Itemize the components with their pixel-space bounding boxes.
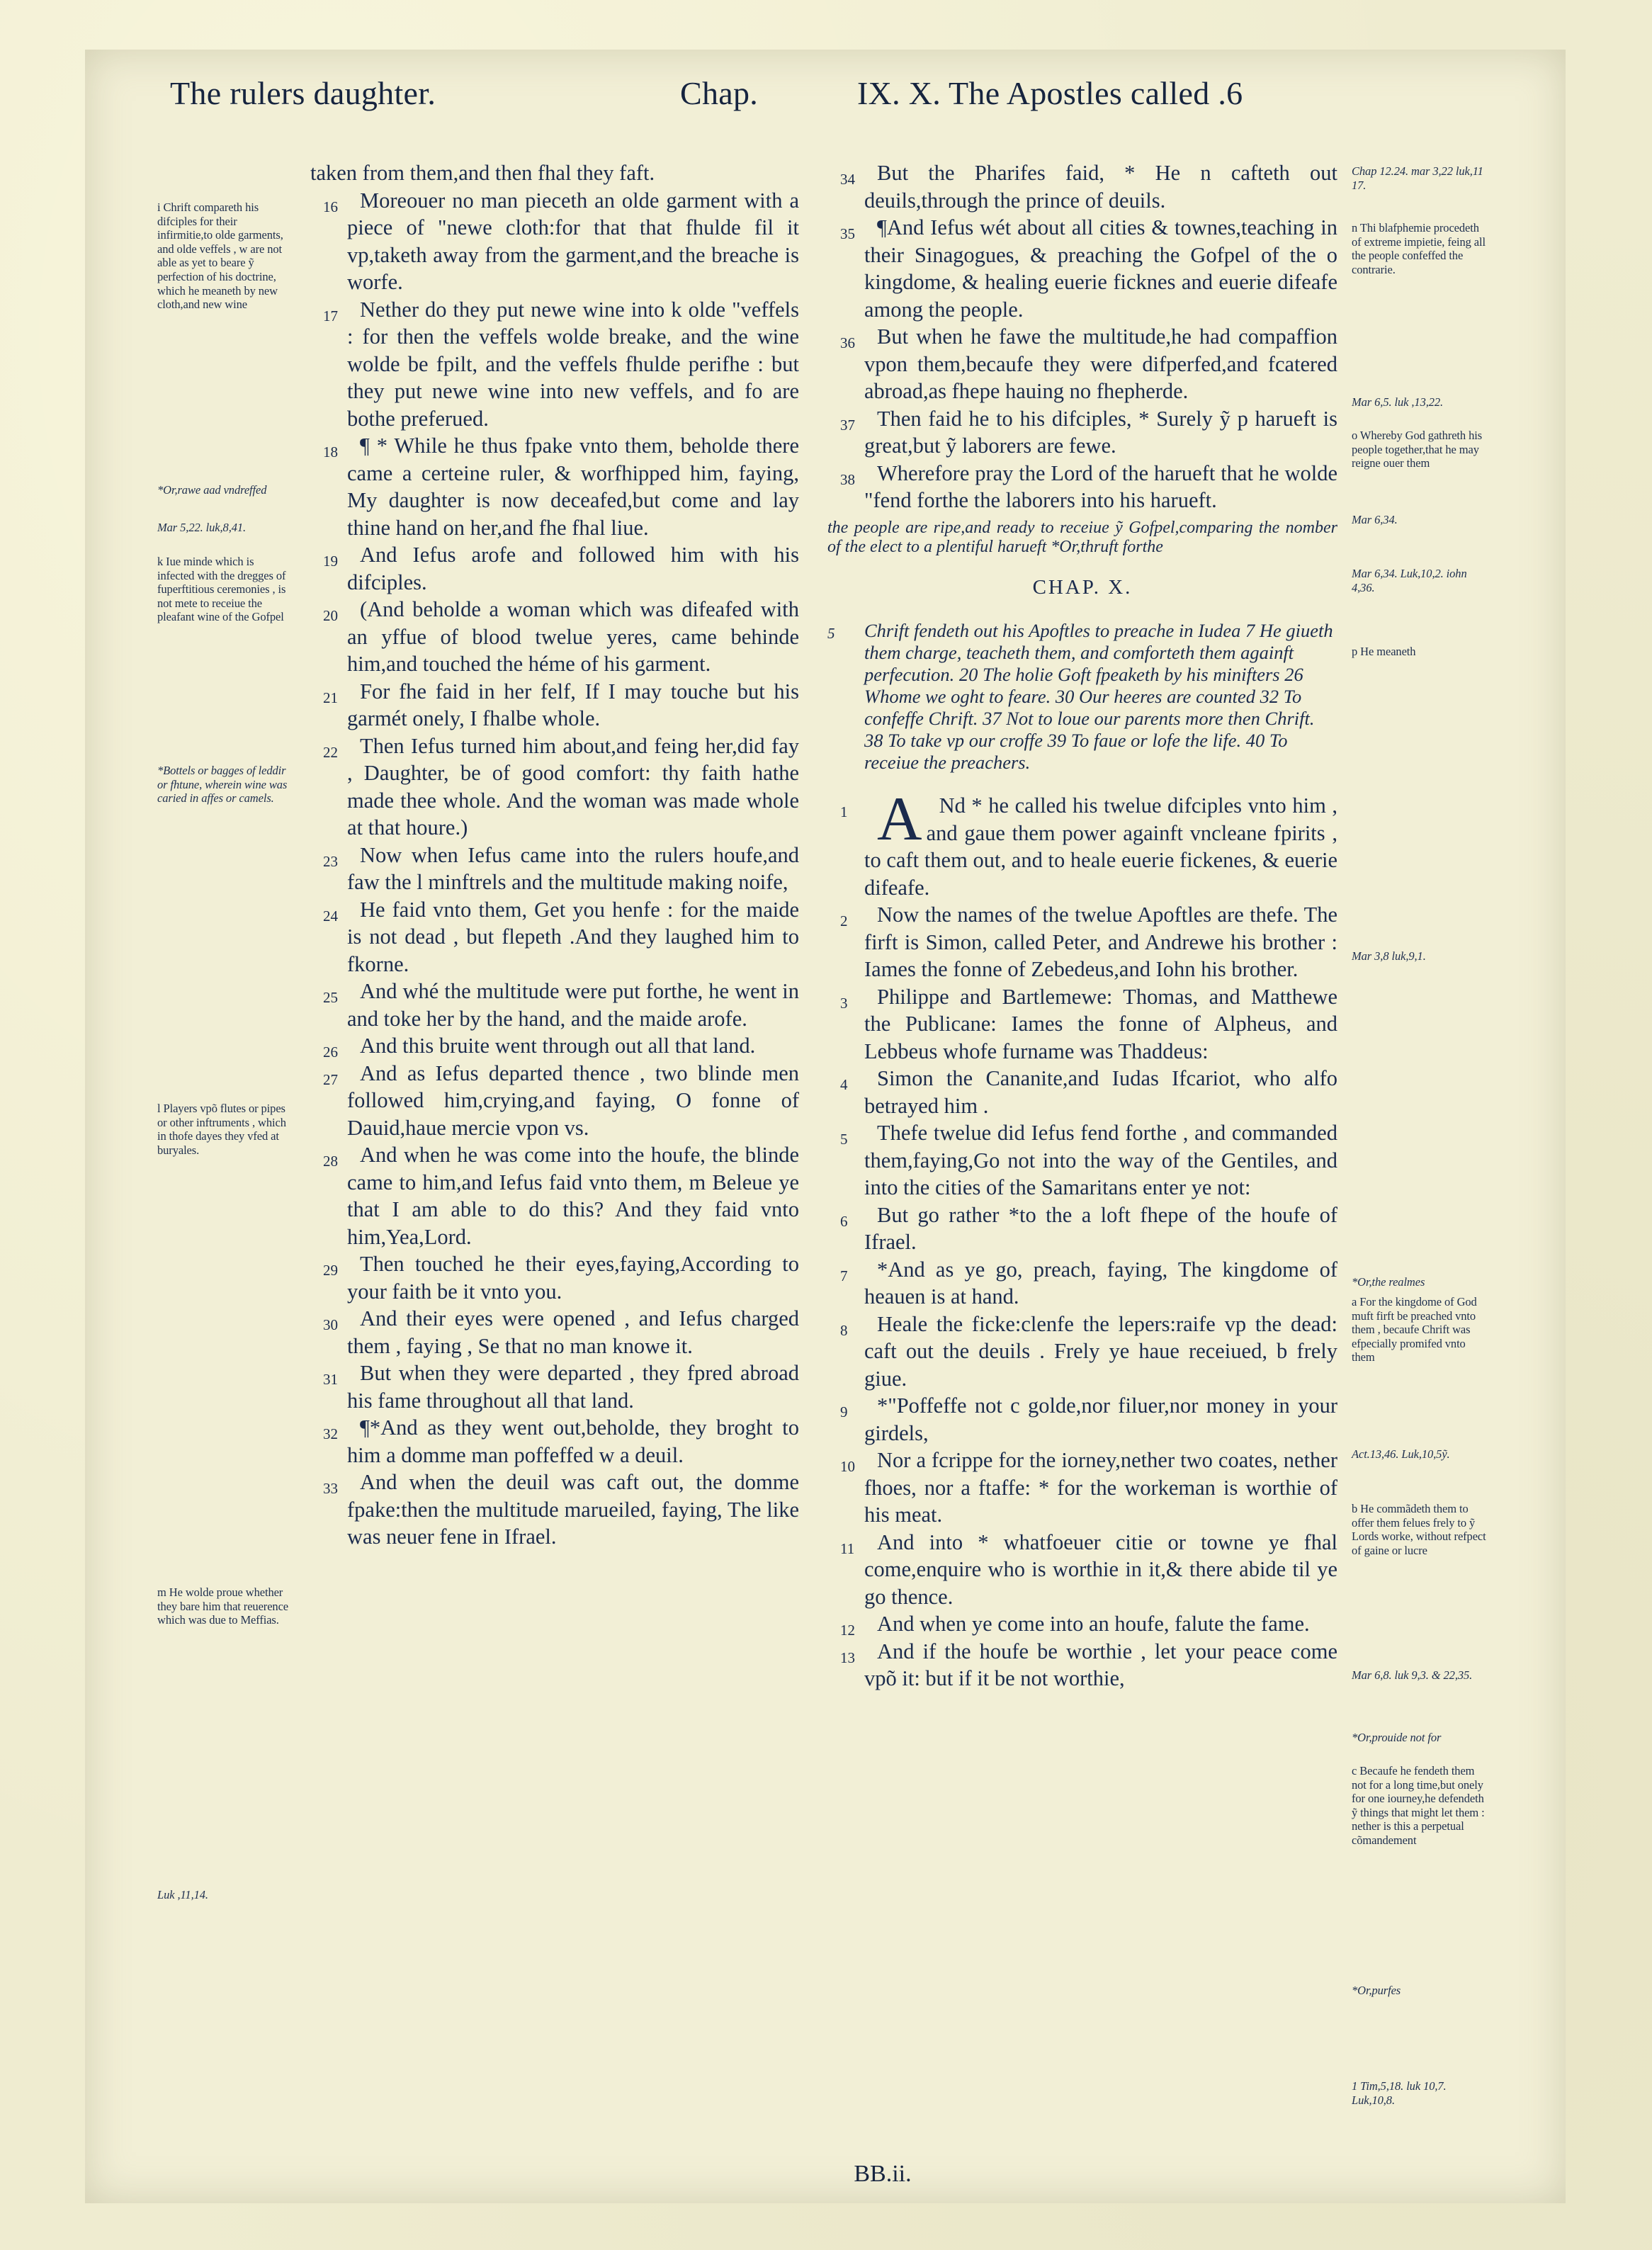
verse-number: 21 — [323, 689, 338, 706]
verse-text: And when ye come into an houfe, falute the fame. — [877, 1612, 1310, 1636]
verse-number: 9 — [840, 1403, 848, 1420]
drop-cap: A — [877, 785, 922, 854]
verse-number: 10 — [840, 1458, 855, 1475]
verse-text: Then faid he to his difciples, * Surely ỹ p harueft is great,but ỹ laborers are fewe. — [864, 406, 1337, 458]
verse-number: 23 — [323, 852, 338, 870]
verse-number: 35 — [840, 225, 855, 242]
verse-number: 2 — [840, 912, 848, 929]
margin-note-or-purfes: *Or,purfes — [1352, 1984, 1401, 1997]
running-head-left: The rulers daughter. — [170, 75, 436, 111]
margin-note-ref-mar68: Mar 6,8. luk 9,3. & 22,35. — [1352, 1668, 1473, 1682]
chapter-argument — [827, 620, 1337, 774]
verse-number: 8 — [840, 1321, 848, 1339]
page-signature — [0, 2161, 1652, 2188]
margin-note-ref-act1346: Act.13,46. Luk,10,5ỹ. — [1352, 1447, 1450, 1461]
verse-number: 29 — [323, 1262, 338, 1279]
argument-number: 5 — [827, 624, 835, 642]
margin-note-b: b He commãdeth them to offer them felues frely to ỹ Lords worke, without refpect of gaine or lucre — [1352, 1502, 1486, 1557]
verse-number: 7 — [840, 1267, 848, 1284]
verse-number: 3 — [840, 994, 848, 1012]
verse-number: 20 — [323, 607, 338, 624]
verse-text: He faid vnto them, Get you henfe : for the maide is not dead , but flepeth .And they laughed him to fkorne. — [347, 897, 799, 976]
verse-text: But when they were departed , they fpred abroad his fame throughout all that land. — [347, 1361, 799, 1413]
verse-number: 16 — [323, 198, 338, 215]
paper-area — [85, 50, 1566, 2203]
verse-31 — [310, 1359, 799, 1414]
verse-text: And Iefus arofe and followed him with his difciples. — [347, 543, 799, 594]
verse-text: ¶And Iefus wét about all cities & townes,teaching in their Sinagogues, & preaching the Gofpel of the o kingdome, & healing euerie ficknes and euerie difeafe among the people. — [864, 215, 1337, 322]
verse-21 — [310, 678, 799, 733]
carryover-line: taken from them,and then fhal they faft. — [310, 161, 655, 185]
verse-10-12 — [827, 1610, 1337, 1638]
running-head-middle: Chap. — [680, 75, 759, 111]
running-head-right: IX. X. The Apostles called .6 — [857, 75, 1243, 111]
verse-number: 4 — [840, 1076, 848, 1093]
verse-10-1 — [827, 785, 1337, 901]
verse-text: ¶*And as they went out,beholde, they broght to him a domme man poffeffed w a deuil. — [347, 1415, 799, 1467]
verse-33 — [310, 1469, 799, 1551]
verse-number: 26 — [323, 1044, 338, 1061]
verse-22 — [310, 733, 799, 842]
verse-number: 19 — [323, 553, 338, 570]
verse-19 — [310, 541, 799, 596]
verse-18 — [310, 432, 799, 541]
verse-text: ¶ * While he thus fpake vnto them, beholde there came a certeine ruler, & worfhipped him, faying, My daughter is now deceafed,but come and lay thine hand on her,and fhe fhal liue. — [347, 434, 799, 540]
verse-number: 33 — [323, 1480, 338, 1497]
margin-note-n: n Thi blafphemie procedeth of extreme impietie, feing all the people confeffed the contrarie. — [1352, 221, 1486, 276]
verse-text: Thefe twelue did Iefus fend forthe , and commanded them,faying,Go not into the way of the Gentiles, and into the cities of the Samaritans enter ye not: — [864, 1121, 1337, 1199]
verse-text: Moreouer no man pieceth an olde garment with a piece of "newe cloth:for that that fhulde fil it vp,taketh away from the garment,and the breache is worfe. — [347, 188, 799, 294]
margin-note-ref-mar65: Mar 6,5. luk ,13,22. — [1352, 395, 1444, 409]
verse-29 — [310, 1250, 799, 1305]
verse-text: And into * whatfoeuer citie or towne ye fhal come,enquire who is worthie in it,& there abide til ye go thence. — [864, 1530, 1337, 1609]
verse-16 — [310, 187, 799, 296]
margin-note-ref-chap1224: Chap 12.24. mar 3,22 luk,11 17. — [1352, 164, 1483, 192]
verse-text: But the Pharifes faid, * He n cafteth out deuils,through the prince of deuils. — [864, 161, 1337, 213]
margin-note-o: o Whereby God gathreth his people together,that he may reigne ouer them — [1352, 429, 1483, 470]
margin-note-or-bottels: *Bottels or bagges of leddir or fhtune, wherein wine was caried in affes or camels. — [157, 764, 288, 805]
margin-note-m: m He wolde proue whether they bare him that reuerence which was due to Meffias. — [157, 1585, 289, 1627]
verse-text: And this bruite went through out all that land. — [360, 1034, 756, 1058]
margin-note-or-rawe: *Or,rawe aad vndreffed — [157, 483, 267, 497]
chapter-heading: CHAP. X. — [1032, 575, 1133, 599]
verse-20 — [310, 596, 799, 678]
verse-26 — [310, 1032, 799, 1060]
verse-text: And whé the multitude were put forthe, he went in and toke her by the hand, and the maide arofe. — [347, 979, 799, 1031]
verse-32 — [310, 1414, 799, 1469]
verse-number: 5 — [840, 1131, 848, 1148]
margin-note-ref-group: Mar 6,34. Luk,10,2. iohn 4,36. — [1352, 567, 1467, 594]
verse-number: 36 — [840, 334, 855, 351]
verse-text: And when the deuil was caft out, the domme fpake:then the multitude marueiled, faying, The like was neuer fene in Ifrael. — [347, 1470, 799, 1549]
right-text-column — [827, 159, 1337, 1692]
verse-number: 17 — [323, 307, 338, 324]
verse-text: And their eyes were opened , and Iefus charged them , faying , Se that no man knowe it. — [347, 1306, 799, 1358]
verse-10-4 — [827, 1065, 1337, 1119]
verse-number: 18 — [323, 443, 338, 460]
margin-note-a: a For the kingdome of God muft firft be preached vnto them , becaufe Chrift was efpecially promifed vnto them — [1352, 1295, 1477, 1364]
verse-text: Nether do they put newe wine into k olde "veffels : for then the veffels wolde breake, and the wine wolde be fpilt, and the veffels fhulde perifhe : but they put newe wine into new veffels, and fo are bothe preferued. — [347, 297, 799, 431]
verse-number: 6 — [840, 1212, 848, 1230]
margin-note-k: k Iue minde which is infected with the dregges of fuperftitious ceremonies , is not mete to receiue the pleafant wine of the Gofpel — [157, 555, 286, 624]
verse-10-10 — [827, 1447, 1337, 1529]
verse-10-2 — [827, 901, 1337, 983]
verse-number: 1 — [840, 803, 848, 820]
margin-note-l: l Players vpõ flutes or pipes or other inftruments , which in thofe dayes they vfed at buryales. — [157, 1102, 286, 1157]
verse-text: Wherefore pray the Lord of the harueft that he wolde "fend forthe the laborers into his harueft. — [864, 460, 1337, 512]
verse-text: Then Iefus turned him about,and feing her,did fay , Daughter, be of good comfort: thy faith hathe made thee whole. And the woman was made whole at that houre.) — [347, 733, 799, 839]
verse-text: But go rather *to the a loft fhepe of the houfe of Ifrael. — [864, 1202, 1337, 1254]
left-text-column — [310, 159, 799, 1551]
verse-10-8 — [827, 1311, 1337, 1393]
verse-number: 28 — [323, 1153, 338, 1170]
margin-note-i: i Chrift compareth his difciples for their infirmitie,to olde garments, and olde veffels , w are not able as yet to beare ỹ perfection of his doctrine, which he meaneth by new cloth,and new wine — [157, 200, 283, 312]
verse-text: And as Iefus departed thence , two blinde men followed him,crying,and faying, O fonne of Dauid,haue mercie vpon vs. — [347, 1061, 799, 1140]
verse-text: Now when Iefus came into the rulers houfe,and faw the l minftrels and the multitude making noife, — [347, 842, 799, 894]
margin-note-ref-mar634: Mar 6,34. — [1352, 513, 1398, 526]
verse-25 — [310, 978, 799, 1032]
running-head — [92, 74, 1495, 124]
verse-number: 22 — [323, 743, 338, 761]
verse-10-9 — [827, 1392, 1337, 1447]
verse-text: Nd * he called his twelue difciples vnto him , and gaue them power againft vncleane fpirits , to caft them out, and to heale euerie fickenes, & euerie difeafe. — [864, 793, 1337, 900]
verse-23 — [310, 842, 799, 896]
verse-text: *And as ye go, preach, faying, The kingdome of heauen is at hand. — [864, 1257, 1337, 1308]
verse-35 — [827, 214, 1337, 323]
verse-text: And when he was come into the houfe, the blinde came to him,and Iefus faid vnto them, m Beleue ye that I am able to do this? And they faid vnto him,Yea,Lord. — [347, 1143, 799, 1249]
verse-text: But when he fawe the multitude,he had compaffion vpon them,becaufe they were difperfed,and fcatered abroad,as fhepe hauing no fhepherde. — [864, 324, 1337, 403]
margin-note-luk-1114: Luk ,11,14. — [157, 1888, 208, 1901]
verse-17 — [310, 296, 799, 433]
verse-37 — [827, 405, 1337, 460]
verse-number: 12 — [840, 1622, 855, 1639]
verse-number: 31 — [323, 1371, 338, 1388]
verse-number: 13 — [840, 1649, 855, 1666]
verse-number: 27 — [323, 1070, 338, 1088]
margin-note-or-realmes: *Or,the realmes — [1352, 1275, 1425, 1289]
verse-text: Then touched he their eyes,faying,According to your faith be it vnto you. — [347, 1252, 799, 1304]
verse-number: 25 — [323, 989, 338, 1006]
verse-10-7 — [827, 1256, 1337, 1311]
verse-number: 24 — [323, 907, 338, 925]
verse-38 — [827, 460, 1337, 514]
verse-number: 37 — [840, 416, 855, 434]
verse-text: Nor a fcrippe for the iorney,nether two coates, nether fhoes, nor a ftaffe: * for the workeman is worthie of his meat. — [864, 1448, 1337, 1527]
margin-note-c: c Becaufe he fendeth them not for a long time,but onely for one iourney,he defendeth ỹ things that might let them : nether is this a perpetual cõmandement — [1352, 1764, 1485, 1847]
verse-number: 30 — [323, 1316, 338, 1333]
verse-text: Now the names of the twelue Apoftles are thefe. The firft is Simon, called Peter, and Andrewe his brother : Iames the fonne of Zebedeus,and Iohn his brother. — [864, 903, 1337, 981]
verse-36 — [827, 323, 1337, 405]
verse-34 — [827, 159, 1337, 214]
margin-note-ref-1tim518: 1 Tim,5,18. luk 10,7. Luk,10,8. — [1352, 2079, 1447, 2107]
verse-text: *"Poffeffe not c golde,nor filuer,nor money in your girdels, — [864, 1393, 1337, 1445]
verse-text: For fhe faid in her felf, If I may touche but his garmét onely, I fhalbe whole. — [347, 679, 799, 730]
margin-note-p: p He meaneth — [1352, 645, 1416, 658]
verse-10-5 — [827, 1119, 1337, 1202]
verse-text: Simon the Cananite,and Iudas Ifcariot, who alfo betrayed him . — [864, 1066, 1337, 1118]
verse-10-6 — [827, 1202, 1337, 1256]
margin-note-ref-mar38: Mar 3,8 luk,9,1. — [1352, 949, 1426, 963]
margin-note-ref-mar522: Mar 5,22. luk,8,41. — [157, 521, 247, 534]
margin-note-or-prouide: *Or,prouide not for — [1352, 1731, 1442, 1744]
verse-10-13 — [827, 1638, 1337, 1692]
argument-text: Chrift fendeth out his Apoftles to preache in Iudea 7 He giueth them charge, teacheth them, and comforteth them againft perfecution. 20 The holie Goft fpeaketh by his minifters 26 Whome we oght to feare. 30 Our heeres are counted 32 To confeffe Chrift. 37 Not to loue our parents more then Chrift. 38 To take vp our croffe 39 To faue or lofe the life. 40 To receiue the preachers. — [864, 619, 1333, 773]
verse-number: 34 — [840, 171, 855, 188]
verse-24 — [310, 896, 799, 978]
verse-10-11 — [827, 1529, 1337, 1611]
verse-10-3 — [827, 983, 1337, 1065]
verse-27 — [310, 1060, 799, 1142]
gloss-note: the people are ripe,and ready to receiue ỹ Gofpel,comparing the nomber of the elect to a plentiful harueft *Or,thruft forthe — [827, 518, 1337, 556]
verse-28 — [310, 1141, 799, 1250]
verse-text: And if the houfe be worthie , let your peace come vpõ it: but if it be not worthie, — [864, 1639, 1337, 1690]
verse-text: Philippe and Bartlemewe: Thomas, and Matthewe the Publicane: Iames the fonne of Alpheus, and Lebbeus whofe furname was Thaddeus: — [864, 984, 1337, 1063]
verse-30 — [310, 1305, 799, 1359]
verse-text: Heale the ficke:clenfe the lepers:raife vp the dead: caft out the deuils . Frely ye haue receiued, b frely giue. — [864, 1311, 1337, 1391]
verse-number: 32 — [323, 1425, 338, 1442]
verse-text: (And beholde a woman which was difeafed with an yffue of blood twelue yeres, came behinde him,and touched the héme of his garment. — [347, 597, 799, 676]
verse-number: 38 — [840, 470, 855, 488]
signature-text: BB.ii. — [854, 2161, 912, 2187]
verse-number: 11 — [840, 1539, 855, 1557]
